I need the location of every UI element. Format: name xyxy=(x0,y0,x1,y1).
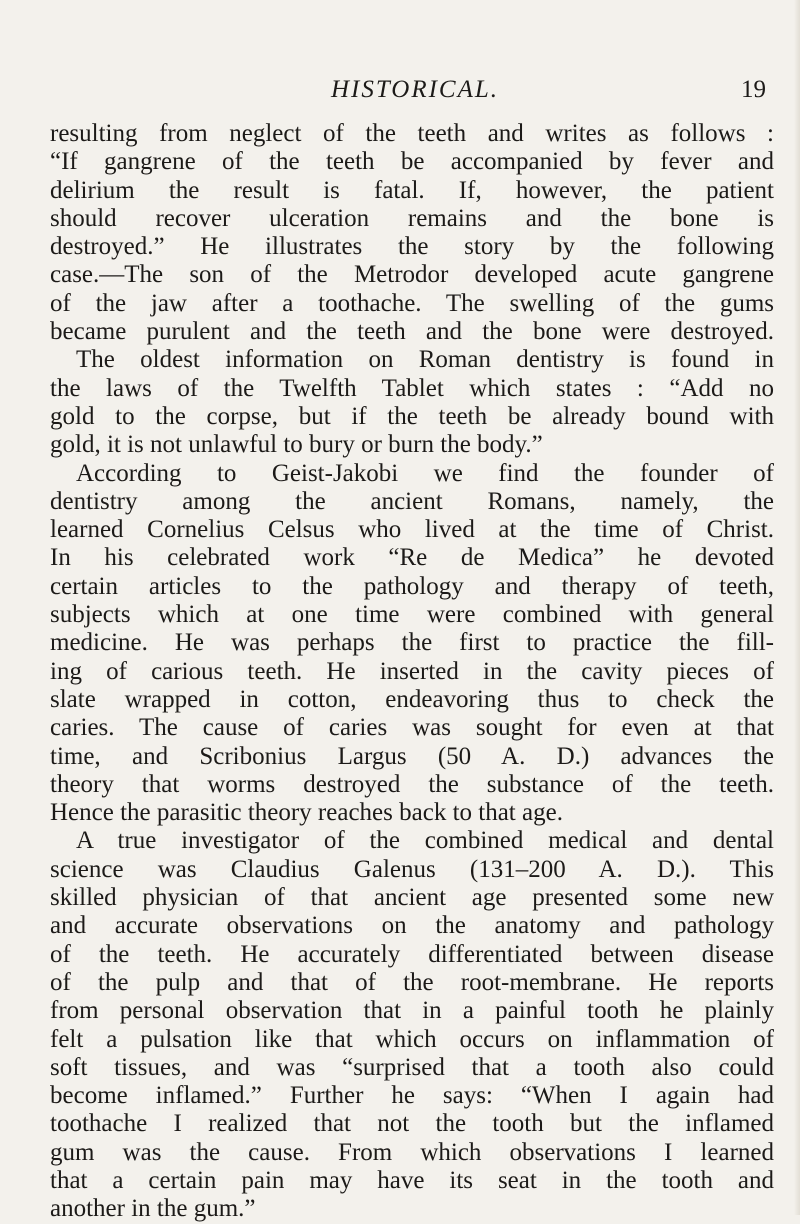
text-line: of the teeth. He accurately differentiated between disease xyxy=(50,940,774,968)
text-line: that a certain pain may have its seat in the tooth and xyxy=(50,1166,774,1194)
text-line: time, and Scribonius Largus (50 A. D.) advances the xyxy=(50,742,774,770)
text-line: science was Claudius Galenus (131–200 A. D.). This xyxy=(50,855,774,883)
text-line: destroyed.” He illustrates the story by the following xyxy=(50,233,774,261)
text-line: ing of carious teeth. He inserted in the cavity pieces of xyxy=(50,657,774,685)
text-line: skilled physician of that ancient age presented some new xyxy=(50,884,774,912)
text-line: subjects which at one time were combined with general xyxy=(50,601,774,629)
text-line: Hence the parasitic theory reaches back to that age. xyxy=(50,799,563,827)
text-line: caries. The cause of caries was sought for even at that xyxy=(50,714,774,742)
text-line: of the jaw after a toothache. The swelling of the gums xyxy=(50,289,774,317)
text-line: In his celebrated work “Re de Medica” he devoted xyxy=(50,544,774,572)
text-line: “If gangrene of the teeth be accompanied by fever and xyxy=(50,148,774,176)
page-edge xyxy=(794,0,800,1215)
text-line: theory that worms destroyed the substance of the teeth. xyxy=(50,770,774,798)
text-line: dentistry among the ancient Romans, namely, the xyxy=(50,487,774,515)
text-line: medicine. He was perhaps the first to practice the fill- xyxy=(50,629,774,657)
text-line: According to Geist-Jakobi we find the founder of xyxy=(76,459,774,487)
text-line: slate wrapped in cotton, endeavoring thus to check the xyxy=(50,685,774,713)
text-line: certain articles to the pathology and therapy of teeth, xyxy=(50,572,774,600)
text-line: gum was the cause. From which observations I learned xyxy=(50,1138,774,1166)
text-line: case.—The son of the Metrodor developed acute gangrene xyxy=(50,261,774,289)
text-line: resulting from neglect of the teeth and writes as follows : xyxy=(50,120,774,147)
text-line: The oldest information on Roman dentistry is found in xyxy=(76,346,774,374)
text-line: the laws of the Twelfth Tablet which states : “Add no xyxy=(50,374,774,402)
text-line: toothache I realized that not the tooth but the inflamed xyxy=(50,1110,774,1138)
text-line: became purulent and the teeth and the bone were destroyed. xyxy=(50,318,774,346)
body-text xyxy=(50,120,774,1224)
text-line: become inflamed.” Further he says: “When I again had xyxy=(50,1082,774,1110)
text-line: gold, it is not unlawful to bury or burn the body.” xyxy=(50,431,543,459)
text-line: delirium the result is fatal. If, however, the patient xyxy=(50,176,774,204)
text-line: and accurate observations on the anatomy and pathology xyxy=(50,912,774,940)
text-line: soft tissues, and was “surprised that a tooth also could xyxy=(50,1053,774,1081)
text-line: felt a pulsation like that which occurs on inflammation of xyxy=(50,1025,774,1053)
text-line: learned Cornelius Celsus who lived at the time of Christ. xyxy=(50,516,774,544)
text-line: should recover ulceration remains and the bone is xyxy=(50,204,774,232)
text-line: another in the gum.” xyxy=(50,1195,256,1223)
page-header xyxy=(0,76,800,108)
text-line: from personal observation that in a painful tooth he plainly xyxy=(50,997,774,1025)
text-line: of the pulp and that of the root-membrane. He reports xyxy=(50,968,774,996)
page-number: 19 xyxy=(741,76,766,103)
text-line: gold to the corpse, but if the teeth be already bound with xyxy=(50,402,774,430)
text-line: A true investigator of the combined medical and dental xyxy=(76,827,774,855)
running-title: HISTORICAL. xyxy=(330,76,500,103)
